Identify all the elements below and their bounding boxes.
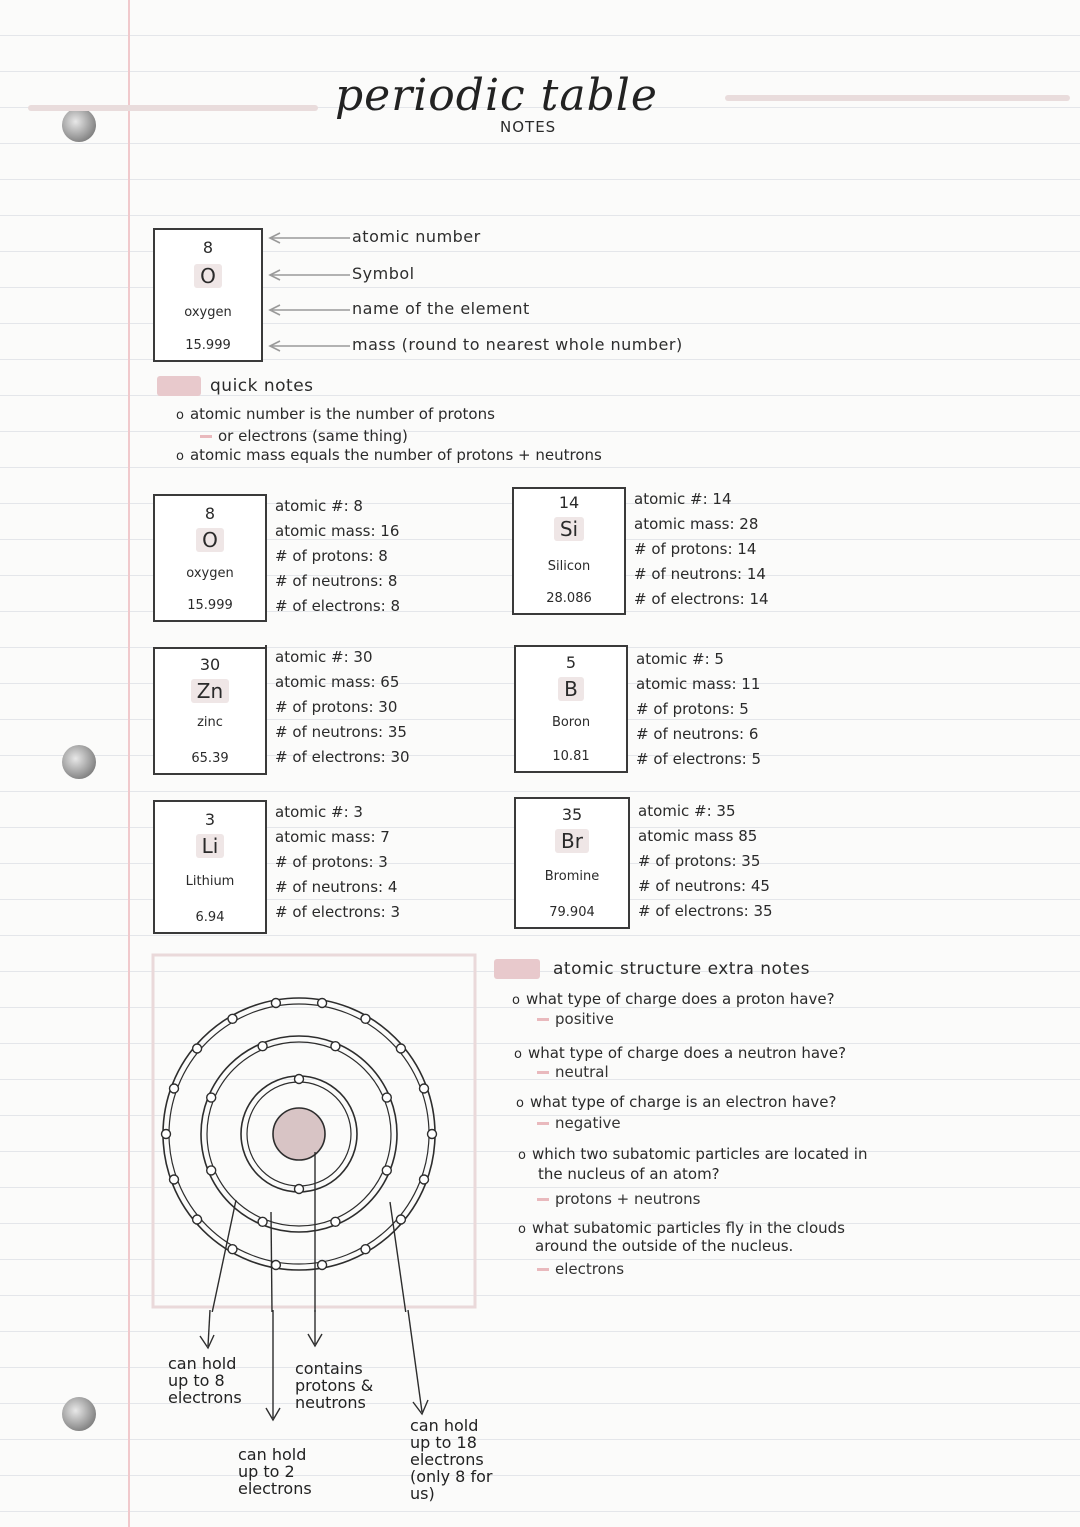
- electron: [271, 999, 280, 1008]
- extra-notes-heading: atomic structure extra notes: [553, 959, 810, 979]
- element-facts-lithium: [265, 800, 400, 930]
- element-symbol: Si: [554, 517, 584, 541]
- legend-label-atomic-number: atomic number: [352, 227, 481, 246]
- fact-protons: # of protons: 5: [636, 700, 749, 718]
- answer-nucleus: protons + neutrons: [537, 1190, 700, 1208]
- element-tile-silicon: [512, 487, 626, 615]
- question-electron: o what type of charge is an electron have?: [516, 1093, 837, 1111]
- fact-neutrons: # of neutrons: 35: [275, 723, 407, 741]
- element-symbol: Zn: [191, 679, 229, 703]
- quick-note-1-sub: or electrons (same thing): [200, 427, 408, 445]
- element-facts-bromine: [628, 799, 773, 925]
- answer-proton: positive: [537, 1010, 614, 1028]
- fact-atomic-mass: atomic mass: 65: [275, 673, 400, 691]
- element-name: Silicon: [547, 559, 591, 574]
- element-number: 30: [199, 655, 221, 674]
- electron: [382, 1166, 391, 1175]
- electron: [162, 1130, 171, 1139]
- element-facts-zinc: [265, 645, 410, 771]
- electron: [428, 1130, 437, 1139]
- electron: [170, 1175, 179, 1184]
- element-tile-bromine: [514, 797, 630, 929]
- legend-atomic-number: 8: [202, 238, 214, 257]
- quick-notes-heading: quick notes: [210, 376, 314, 396]
- question-clouds-cont: around the outside of the nucleus.: [535, 1237, 794, 1255]
- element-number: 14: [558, 493, 580, 512]
- title-rule-left: [28, 105, 318, 111]
- element-name: zinc: [197, 715, 223, 730]
- answer-electron: negative: [537, 1114, 621, 1132]
- quick-notes-marker: [157, 376, 201, 396]
- fact-electrons: # of electrons: 8: [275, 597, 401, 615]
- nucleus: [273, 1108, 325, 1160]
- label-shell-2: can hold up to 2 electrons: [238, 1445, 312, 1498]
- legend-tile: [153, 228, 263, 362]
- fact-neutrons: # of neutrons: 14: [634, 565, 766, 583]
- label-nucleus: contains protons & neutrons: [295, 1359, 374, 1412]
- fact-protons: # of protons: 30: [275, 698, 398, 716]
- element-mass: 28.086: [546, 591, 592, 606]
- element-mass: 10.81: [552, 749, 590, 764]
- fact-atomic-number: atomic #: 5: [636, 650, 724, 668]
- fact-atomic-number: atomic #: 14: [634, 490, 732, 508]
- fact-protons: # of protons: 14: [634, 540, 757, 558]
- electron: [331, 1217, 340, 1226]
- element-symbol: Br: [555, 829, 589, 853]
- fact-electrons: # of electrons: 35: [638, 902, 773, 920]
- fact-atomic-number: atomic #: 35: [638, 802, 736, 820]
- label-shell-18: can hold up to 18 electrons (only 8 for us): [410, 1416, 493, 1503]
- fact-electrons: # of electrons: 3: [275, 903, 401, 921]
- fact-protons: # of protons: 8: [275, 547, 388, 565]
- quick-note-1: o atomic number is the number of protons: [176, 405, 495, 423]
- electron: [228, 1245, 237, 1254]
- question-neutron: o what type of charge does a neutron have?: [514, 1044, 847, 1062]
- fact-atomic-mass: atomic mass 85: [638, 827, 758, 845]
- fact-neutrons: # of neutrons: 4: [275, 878, 398, 896]
- fact-atomic-mass: atomic mass: 16: [275, 522, 400, 540]
- electron: [382, 1093, 391, 1102]
- title-rule-right: [725, 95, 1070, 101]
- element-mass: 65.39: [191, 751, 229, 766]
- answer-clouds: electrons: [537, 1260, 624, 1278]
- electron: [193, 1215, 202, 1224]
- electron: [420, 1175, 429, 1184]
- electron: [258, 1042, 267, 1051]
- element-symbol: Li: [196, 834, 225, 858]
- fact-neutrons: # of neutrons: 6: [636, 725, 759, 743]
- legend-element-name: oxygen: [184, 305, 232, 320]
- electron: [170, 1084, 179, 1093]
- fact-electrons: # of electrons: 30: [275, 748, 410, 766]
- legend-mass: 15.999: [185, 338, 231, 353]
- electron: [271, 1261, 280, 1270]
- element-name: Bromine: [544, 869, 600, 884]
- legend-arrows: [262, 225, 357, 360]
- electron: [295, 1185, 304, 1194]
- element-name: Boron: [551, 715, 591, 730]
- page-title: periodic table: [335, 70, 658, 121]
- element-tile-oxygen: [153, 494, 267, 622]
- quick-note-2: o atomic mass equals the number of protons + neutrons: [176, 446, 602, 464]
- fact-atomic-mass: atomic mass: 7: [275, 828, 390, 846]
- fact-protons: # of protons: 35: [638, 852, 761, 870]
- electron: [396, 1215, 405, 1224]
- electron: [193, 1044, 202, 1053]
- electron: [295, 1075, 304, 1084]
- fact-atomic-number: atomic #: 3: [275, 803, 363, 821]
- binder-hole: [62, 1397, 96, 1431]
- fact-electrons: # of electrons: 5: [636, 750, 762, 768]
- element-mass: 6.94: [195, 910, 225, 925]
- fact-neutrons: # of neutrons: 45: [638, 877, 770, 895]
- element-number: 8: [204, 504, 216, 523]
- fact-atomic-number: atomic #: 8: [275, 497, 363, 515]
- margin-line: [128, 0, 130, 1527]
- electron: [258, 1217, 267, 1226]
- atom-diagram: [150, 952, 480, 1312]
- electron: [331, 1042, 340, 1051]
- electron: [318, 999, 327, 1008]
- legend-symbol: O: [194, 264, 222, 288]
- binder-hole: [62, 108, 96, 142]
- element-facts-boron: [626, 647, 761, 769]
- fact-atomic-mass: atomic mass: 11: [636, 675, 761, 693]
- electron: [361, 1014, 370, 1023]
- question-clouds: o what subatomic particles fly in the clouds: [518, 1219, 845, 1237]
- legend-label-mass: mass (round to nearest whole number): [352, 335, 683, 354]
- binder-hole: [62, 745, 96, 779]
- electron: [207, 1093, 216, 1102]
- question-proton: o what type of charge does a proton have?: [512, 990, 835, 1008]
- element-number: 35: [561, 805, 583, 824]
- element-facts-silicon: [624, 487, 769, 611]
- legend-label-symbol: Symbol: [352, 264, 415, 283]
- answer-neutron: neutral: [537, 1063, 609, 1081]
- fact-electrons: # of electrons: 14: [634, 590, 769, 608]
- element-tile-lithium: [153, 800, 267, 934]
- electron: [396, 1044, 405, 1053]
- fact-atomic-mass: atomic mass: 28: [634, 515, 759, 533]
- label-shell-8: can hold up to 8 electrons: [168, 1354, 242, 1407]
- element-name: oxygen: [186, 566, 234, 581]
- extra-notes-marker: [494, 959, 540, 979]
- question-nucleus: o which two subatomic particles are located in: [518, 1145, 868, 1163]
- question-nucleus-cont: the nucleus of an atom?: [538, 1165, 720, 1183]
- electron: [318, 1261, 327, 1270]
- electron: [420, 1084, 429, 1093]
- electron: [228, 1014, 237, 1023]
- page-subtitle: NOTES: [500, 118, 557, 136]
- element-mass: 79.904: [549, 905, 595, 920]
- element-facts-oxygen: [265, 494, 400, 618]
- fact-neutrons: # of neutrons: 8: [275, 572, 398, 590]
- fact-protons: # of protons: 3: [275, 853, 388, 871]
- legend-label-name: name of the element: [352, 299, 530, 318]
- element-symbol: B: [558, 677, 584, 701]
- element-tile-boron: [514, 645, 628, 773]
- element-mass: 15.999: [187, 598, 233, 613]
- element-name: Lithium: [185, 874, 235, 889]
- element-symbol: O: [196, 528, 224, 552]
- electron: [361, 1245, 370, 1254]
- fact-atomic-number: atomic #: 30: [275, 648, 373, 666]
- element-number: 5: [565, 653, 577, 672]
- element-number: 3: [204, 810, 216, 829]
- element-tile-zinc: [153, 647, 267, 775]
- electron: [207, 1166, 216, 1175]
